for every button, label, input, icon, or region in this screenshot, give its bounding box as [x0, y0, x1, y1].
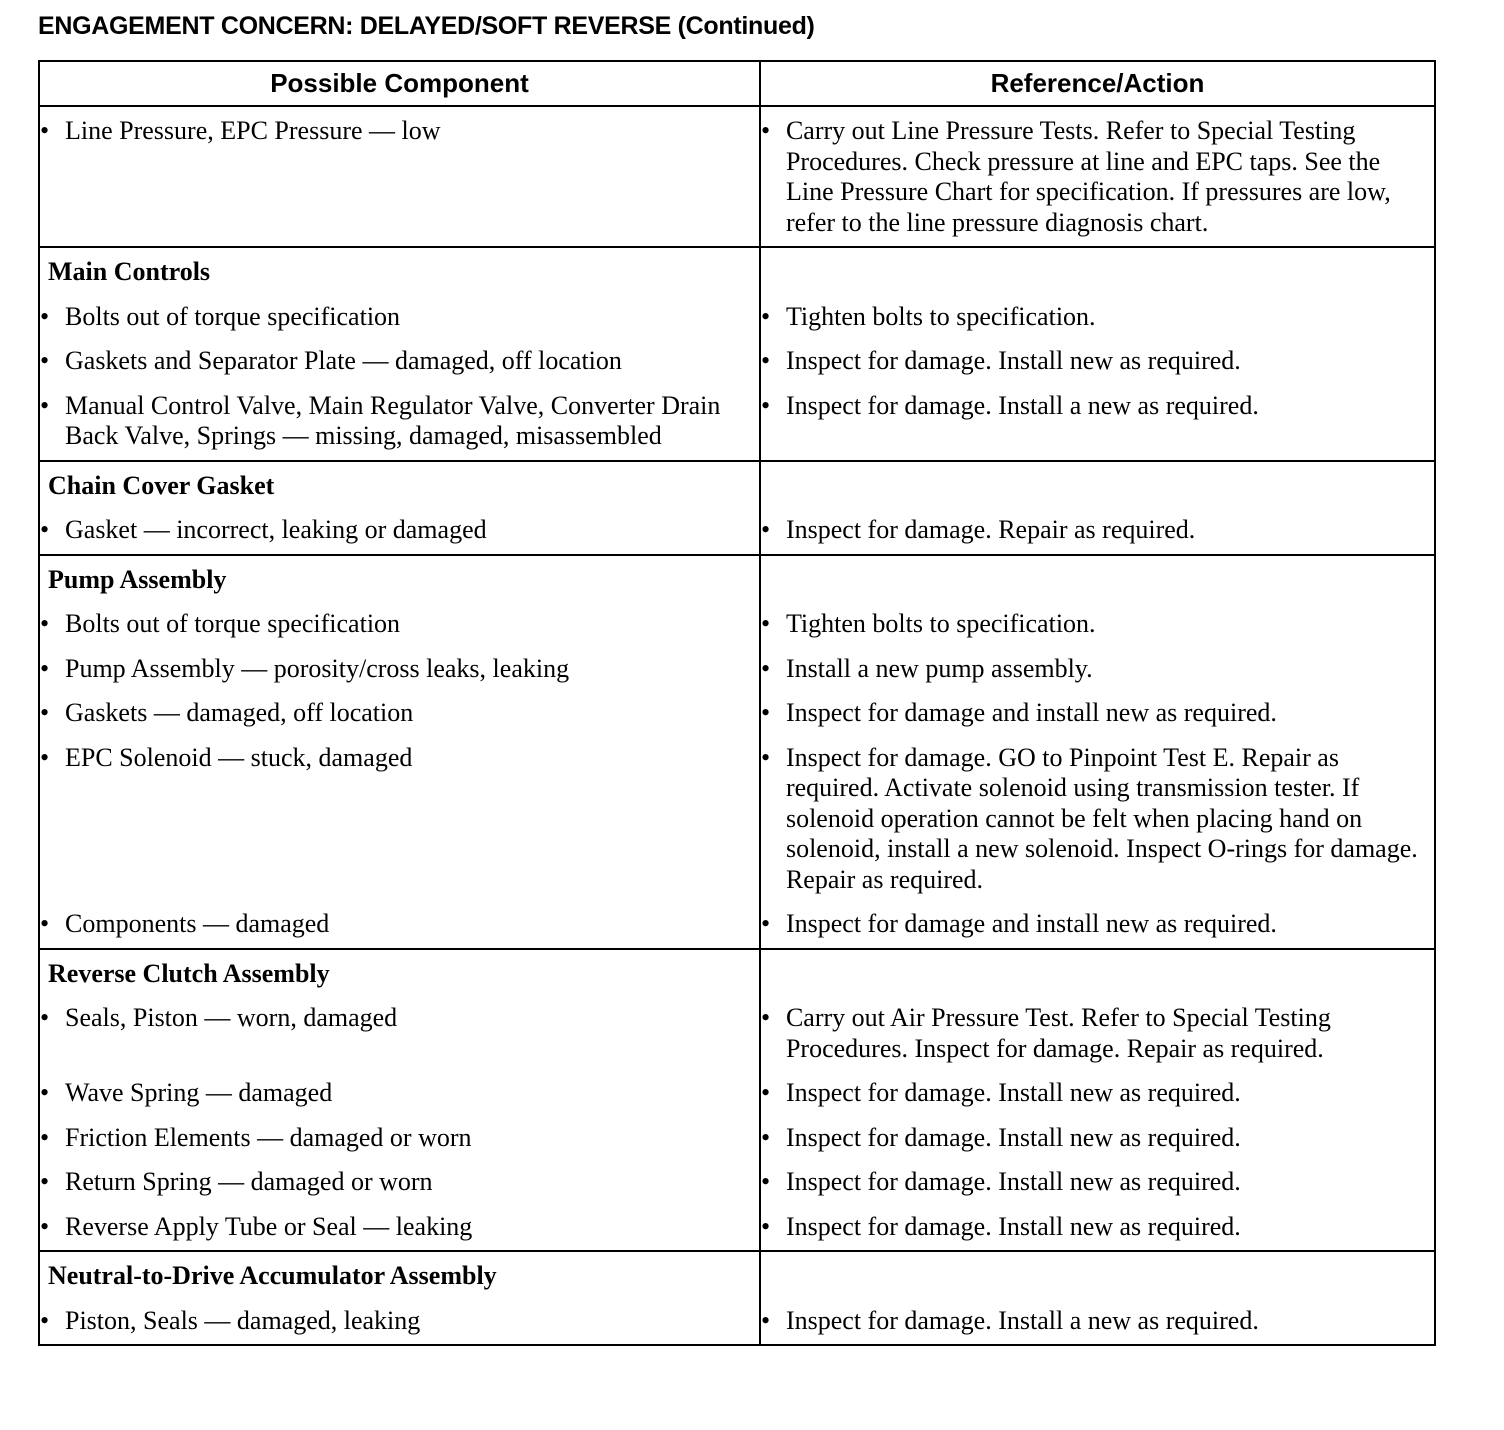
action-item — [761, 1123, 1434, 1154]
component-text: Gaskets and Separator Plate — damaged, off location — [65, 346, 622, 375]
bullet-icon: • — [40, 742, 50, 772]
section-heading: Reverse Clutch Assembly — [48, 958, 330, 988]
table-section — [40, 556, 1434, 950]
action-text: Inspect for damage. Install new as required. — [785, 346, 1241, 375]
action-text: Tighten bolts to specification. — [785, 609, 1096, 638]
action-text: Inspect for damage. Install new as required. — [785, 1122, 1241, 1152]
page-title: ENGAGEMENT CONCERN: DELAYED/SOFT REVERSE (Continued) — [38, 12, 815, 40]
table-header — [40, 62, 1434, 107]
bullet-icon: • — [760, 1003, 771, 1032]
action-item — [761, 116, 1434, 238]
action-column — [761, 248, 1434, 460]
action-item — [761, 1078, 1434, 1109]
bullet-icon: • — [760, 301, 771, 331]
action-text: Inspect for damage. GO to Pinpoint Test E. Repair as required. Activate solenoid using transmission tester. If solenoid operation cannot be felt when placing hand on solenoid, install a new solenoid. Inspect O-rings for damage. Repair as required. — [785, 742, 1418, 894]
component-text: Gasket — incorrect, leaking or damaged — [65, 515, 487, 544]
component-text: Reverse Apply Tube or Seal — leaking — [65, 1211, 473, 1241]
action-column — [761, 950, 1434, 1251]
bullet-icon: • — [40, 609, 50, 638]
bullet-icon: • — [760, 742, 771, 772]
component-text: Friction Elements — damaged or worn — [65, 1122, 472, 1152]
bullet-icon: • — [760, 390, 771, 420]
table-section — [40, 107, 1434, 248]
bullet-icon: • — [760, 1211, 771, 1241]
component-column — [40, 248, 761, 460]
action-item — [761, 609, 1434, 640]
component-item — [40, 391, 759, 452]
bullet-icon: • — [40, 653, 50, 683]
component-text: Manual Control Valve, Main Regulator Valve, Converter Drain Back Valve, Springs — missing, damaged, misassembled — [65, 390, 721, 450]
action-text: Inspect for damage. Install new as required. — [785, 1211, 1241, 1241]
bullet-icon: • — [40, 1305, 50, 1335]
action-item — [761, 515, 1434, 546]
component-text: EPC Solenoid — stuck, damaged — [65, 742, 413, 772]
bullet-icon: • — [760, 909, 771, 938]
bullet-icon: • — [40, 1078, 50, 1107]
bullet-icon: • — [760, 609, 771, 638]
bullet-icon: • — [40, 390, 50, 420]
column-header-component: Possible Component — [40, 62, 761, 105]
section-heading-spacer — [761, 1261, 1434, 1292]
component-text: Line Pressure, EPC Pressure — low — [65, 116, 441, 145]
column-header-action: Reference/Action — [990, 68, 1205, 98]
component-item — [40, 609, 759, 640]
table-section — [40, 462, 1434, 556]
action-column — [761, 462, 1434, 554]
bullet-icon: • — [40, 698, 50, 727]
bullet-icon: • — [40, 1122, 50, 1152]
component-item — [40, 302, 759, 333]
action-text: Tighten bolts to specification. — [785, 301, 1096, 331]
section-heading-spacer — [761, 257, 1434, 288]
table-body — [40, 107, 1434, 1344]
bullet-icon: • — [760, 698, 771, 727]
bullet-icon: • — [760, 1122, 771, 1152]
bullet-icon: • — [40, 515, 50, 544]
bullet-icon: • — [40, 346, 50, 375]
action-text: Inspect for damage and install new as required. — [785, 698, 1277, 727]
component-item — [40, 654, 759, 685]
action-text: Inspect for damage. Install a new as required. — [785, 1305, 1259, 1335]
action-item — [761, 1306, 1434, 1337]
action-column — [761, 1252, 1434, 1344]
component-item — [40, 1123, 759, 1154]
action-item — [761, 909, 1434, 940]
component-item — [40, 1212, 759, 1243]
component-column — [40, 462, 761, 554]
component-item — [40, 116, 759, 238]
bullet-icon: • — [760, 1078, 771, 1107]
bullet-icon: • — [40, 301, 50, 331]
section-heading: Neutral-to-Drive Accumulator Assembly — [48, 1261, 497, 1290]
component-text: Seals, Piston — worn, damaged — [65, 1003, 398, 1032]
bullet-icon: • — [760, 1305, 771, 1335]
component-item — [40, 1003, 759, 1064]
bullet-icon: • — [760, 653, 771, 683]
component-text: Bolts out of torque specification — [65, 301, 401, 331]
action-item — [761, 302, 1434, 333]
component-text: Wave Spring — damaged — [65, 1078, 333, 1107]
section-heading: Main Controls — [48, 257, 211, 286]
bullet-icon: • — [40, 1211, 50, 1241]
component-column — [40, 950, 761, 1251]
action-text: Inspect for damage. Install new as required. — [785, 1078, 1241, 1107]
component-text: Bolts out of torque specification — [65, 609, 401, 638]
component-item — [40, 909, 759, 940]
diagnosis-table — [38, 60, 1436, 1346]
component-item — [40, 1306, 759, 1337]
component-text: Return Spring — damaged or worn — [65, 1167, 433, 1196]
component-text: Gaskets — damaged, off location — [65, 698, 414, 727]
component-item — [40, 515, 759, 546]
component-text: Pump Assembly — porosity/cross leaks, leaking — [65, 653, 570, 683]
component-item — [40, 1078, 759, 1109]
table-section — [40, 950, 1434, 1253]
action-item — [761, 391, 1434, 452]
component-item — [40, 698, 759, 729]
component-item — [40, 346, 759, 377]
bullet-icon: • — [760, 1167, 771, 1196]
action-text: Carry out Line Pressure Tests. Refer to Special Testing Procedures. Check pressure at line and EPC taps. See the Line Pressure Chart for specification. If pressures are low, refer to the line pressure diagnosis chart. — [785, 116, 1391, 237]
action-text: Inspect for damage and install new as required. — [785, 909, 1277, 938]
component-column — [40, 1252, 761, 1344]
action-item — [761, 698, 1434, 729]
bullet-icon: • — [40, 1167, 50, 1196]
action-text: Inspect for damage. Install new as required. — [785, 1167, 1241, 1196]
action-item — [761, 346, 1434, 377]
section-heading: Chain Cover Gasket — [48, 470, 275, 500]
bullet-icon: • — [40, 116, 50, 145]
bullet-icon: • — [760, 515, 771, 544]
component-column — [40, 556, 761, 948]
component-item — [40, 1167, 759, 1198]
action-text: Inspect for damage. Repair as required. — [785, 515, 1196, 544]
bullet-icon: • — [760, 116, 771, 145]
section-heading-spacer — [761, 471, 1434, 502]
action-text: Carry out Air Pressure Test. Refer to Special Testing Procedures. Inspect for damage. Repair as required. — [785, 1003, 1331, 1063]
action-item — [761, 1003, 1434, 1064]
action-text: Inspect for damage. Install a new as required. — [785, 390, 1259, 420]
section-heading-spacer — [761, 959, 1434, 990]
action-item — [761, 654, 1434, 685]
action-item — [761, 743, 1434, 896]
component-column — [40, 107, 761, 246]
bullet-icon: • — [40, 1003, 50, 1032]
action-item — [761, 1167, 1434, 1198]
component-text: Piston, Seals — damaged, leaking — [65, 1305, 421, 1335]
component-text: Components — damaged — [65, 909, 330, 938]
bullet-icon: • — [40, 909, 50, 938]
bullet-icon: • — [760, 346, 771, 375]
action-item — [761, 1212, 1434, 1243]
table-section — [40, 248, 1434, 462]
section-heading: Pump Assembly — [48, 564, 227, 594]
section-heading-spacer — [761, 565, 1434, 596]
component-item — [40, 743, 759, 896]
action-text: Install a new pump assembly. — [785, 653, 1093, 683]
action-column — [761, 107, 1434, 246]
action-column — [761, 556, 1434, 948]
table-section — [40, 1252, 1434, 1344]
